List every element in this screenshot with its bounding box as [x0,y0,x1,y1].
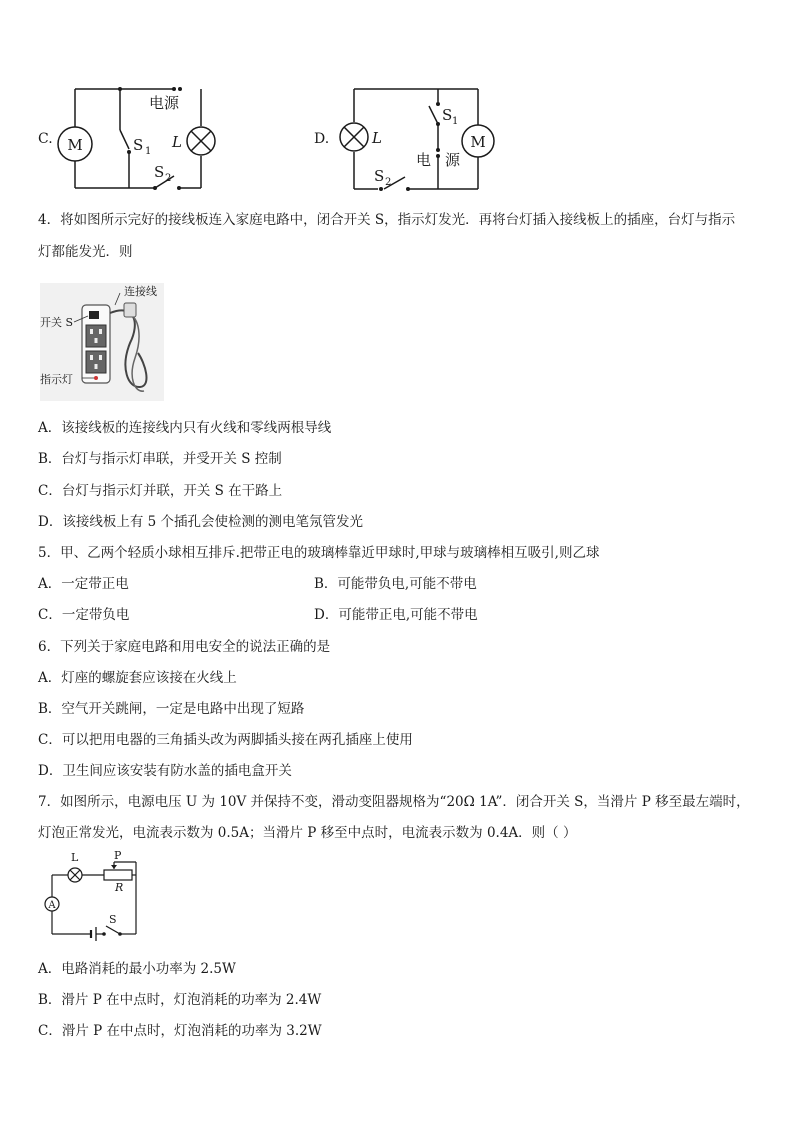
lamp-label: L [372,129,382,147]
resistor-label: R [115,881,124,894]
lamp-label: L [71,851,79,864]
option-c-letter: C. [38,131,53,147]
question-5-stem: 5．甲、乙两个轻质小球相互排斥.把带正电的玻璃棒靠近甲球时,甲球与玻璃棒相互吸引,则乙球 [38,545,600,561]
switch-s1-subscript: 1 [145,146,152,157]
question-7-stem-line-2: 灯泡正常发光，电流表示数为 0.5A；当滑片 P 移至中点时，电流表示数为 0.4A．则（ ） [38,825,577,841]
question-7-option-b: B．滑片 P 在中点时，灯泡消耗的功率为 2.4W [38,992,322,1008]
question-4-stem-line-1: 4．将如图所示完好的接线板连入家庭电路中，闭合开关 S，指示灯发光．再将台灯插入接线板上的插座，台灯与指示 [38,212,736,228]
circuit-diagram-q7 [42,848,152,948]
question-6-option-c: C．可以把用电器的三角插头改为两脚插头接在两孔插座上使用 [38,732,413,748]
ammeter-label: A [48,900,56,911]
indicator-light [94,376,98,380]
question-6-stem: 6．下列关于家庭电路和用电安全的说法正确的是 [38,639,331,655]
question-6-option-b: B．空气开关跳闸，一定是电路中出现了短路 [38,701,305,717]
question-5-option-b: B．可能带负电,可能不带电 [314,576,477,592]
question-4-option-a: A．该接线板的连接线内只有火线和零线两根导线 [38,420,332,436]
switch-s1-subscript: 1 [452,116,459,127]
lamp-label: L [172,133,182,151]
indicator-label: 指示灯 [40,373,73,386]
switch-label: 开关 S [40,316,74,329]
motor-label: M [470,133,486,151]
switch-s2-subscript: 2 [165,173,172,184]
switch-label: S [109,913,117,926]
circuit-diagram-c [50,80,230,195]
question-6-option-d: D．卫生间应该安装有防水盖的插电盒开关 [38,763,292,779]
switch-s-button [89,311,99,319]
power-source-label: 电源 [149,94,180,112]
question-4-option-c: C．台灯与指示灯并联，开关 S 在干路上 [38,483,283,499]
question-4-stem-line-2: 灯都能发光．则 [38,244,133,260]
motor-label: M [67,136,83,154]
power-source-label-1: 电 [416,151,432,169]
question-4-option-b: B．台灯与指示灯串联，并受开关 S 控制 [38,451,282,467]
question-5-option-c: C．一定带负电 [38,607,130,623]
question-4-option-d: D．该接线板上有 5 个插孔会使检测的测电笔氖管发光 [38,514,363,530]
question-5-option-d: D．可能带正电,可能不带电 [314,607,478,623]
rheostat-symbol [104,870,132,880]
question-7-option-a: A．电路消耗的最小功率为 2.5W [38,961,236,977]
power-source-label-2: 源 [445,151,461,169]
option-d-letter: D. [314,131,330,147]
switch-s1-label: S [133,136,144,154]
switch-s2-label: S [374,167,385,185]
circuit-diagram-d [330,80,510,195]
slider-label: P [114,849,122,862]
question-7-stem-line-1: 7．如图所示，电源电压 U 为 10V 并保持不变，滑动变阻器规格为“20Ω 1A”．闭合开关 S，当滑片 P 移至最左端时， [38,794,750,810]
switch-s1-label: S [442,106,453,124]
question-5-option-a: A．一定带正电 [38,576,129,592]
switch-s2-subscript: 2 [385,177,392,188]
question-6-option-a: A．灯座的螺旋套应该接在火线上 [38,670,237,686]
question-7-option-c: C．滑片 P 在中点时，灯泡消耗的功率为 3.2W [38,1023,322,1039]
power-strip-figure [40,283,164,401]
cord-label: 连接线 [124,285,157,298]
switch-s2-label: S [154,163,165,181]
